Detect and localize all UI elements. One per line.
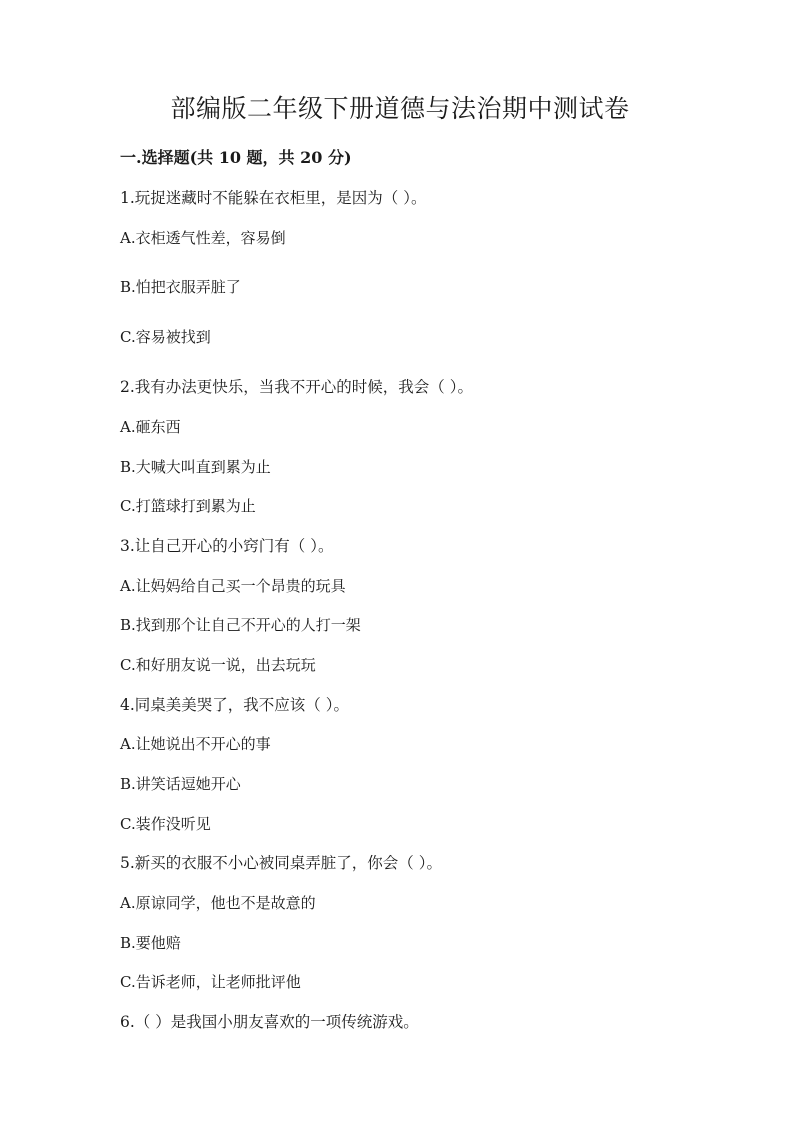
question-1-option-a: A.衣柜透气性差，容易倒 xyxy=(120,229,286,247)
question-5-option-c: C.告诉老师，让老师批评他 xyxy=(120,973,301,991)
question-1-stem: 1.玩捉迷藏时不能躲在衣柜里，是因为（ ）。 xyxy=(120,189,427,207)
question-3-option-c: C.和好朋友说一说，出去玩玩 xyxy=(120,656,316,674)
question-5-option-a: A.原谅同学，他也不是故意的 xyxy=(120,894,316,912)
question-5-stem: 5.新买的衣服不小心被同桌弄脏了，你会（ ）。 xyxy=(120,854,442,872)
question-3-stem: 3.让自己开心的小窍门有（ ）。 xyxy=(120,537,334,555)
question-2-stem: 2.我有办法更快乐，当我不开心的时候，我会（ ）。 xyxy=(120,378,473,396)
section-heading: 一.选择题(共 10 题，共 20 分) xyxy=(120,148,352,167)
question-4-stem: 4.同桌美美哭了，我不应该（ ）。 xyxy=(120,696,349,714)
question-2-option-b: B.大喊大叫直到累为止 xyxy=(120,458,271,476)
question-1-option-b: B.怕把衣服弄脏了 xyxy=(120,278,241,296)
question-3-option-a: A.让妈妈给自己买一个昂贵的玩具 xyxy=(120,577,346,595)
question-1-option-c: C.容易被找到 xyxy=(120,328,211,346)
question-5-option-b: B.要他赔 xyxy=(120,934,181,952)
question-6-stem: 6.（ ）是我国小朋友喜欢的一项传统游戏。 xyxy=(120,1013,419,1031)
question-3-option-b: B.找到那个让自己不开心的人打一架 xyxy=(120,616,361,634)
question-4-option-c: C.装作没听见 xyxy=(120,815,211,833)
question-2-option-c: C.打篮球打到累为止 xyxy=(120,497,256,515)
question-2-option-a: A.砸东西 xyxy=(120,418,181,436)
page-title: 部编版二年级下册道德与法治期中测试卷 xyxy=(170,94,630,123)
question-4-option-a: A.让她说出不开心的事 xyxy=(120,735,271,753)
question-4-option-b: B.讲笑话逗她开心 xyxy=(120,775,241,793)
